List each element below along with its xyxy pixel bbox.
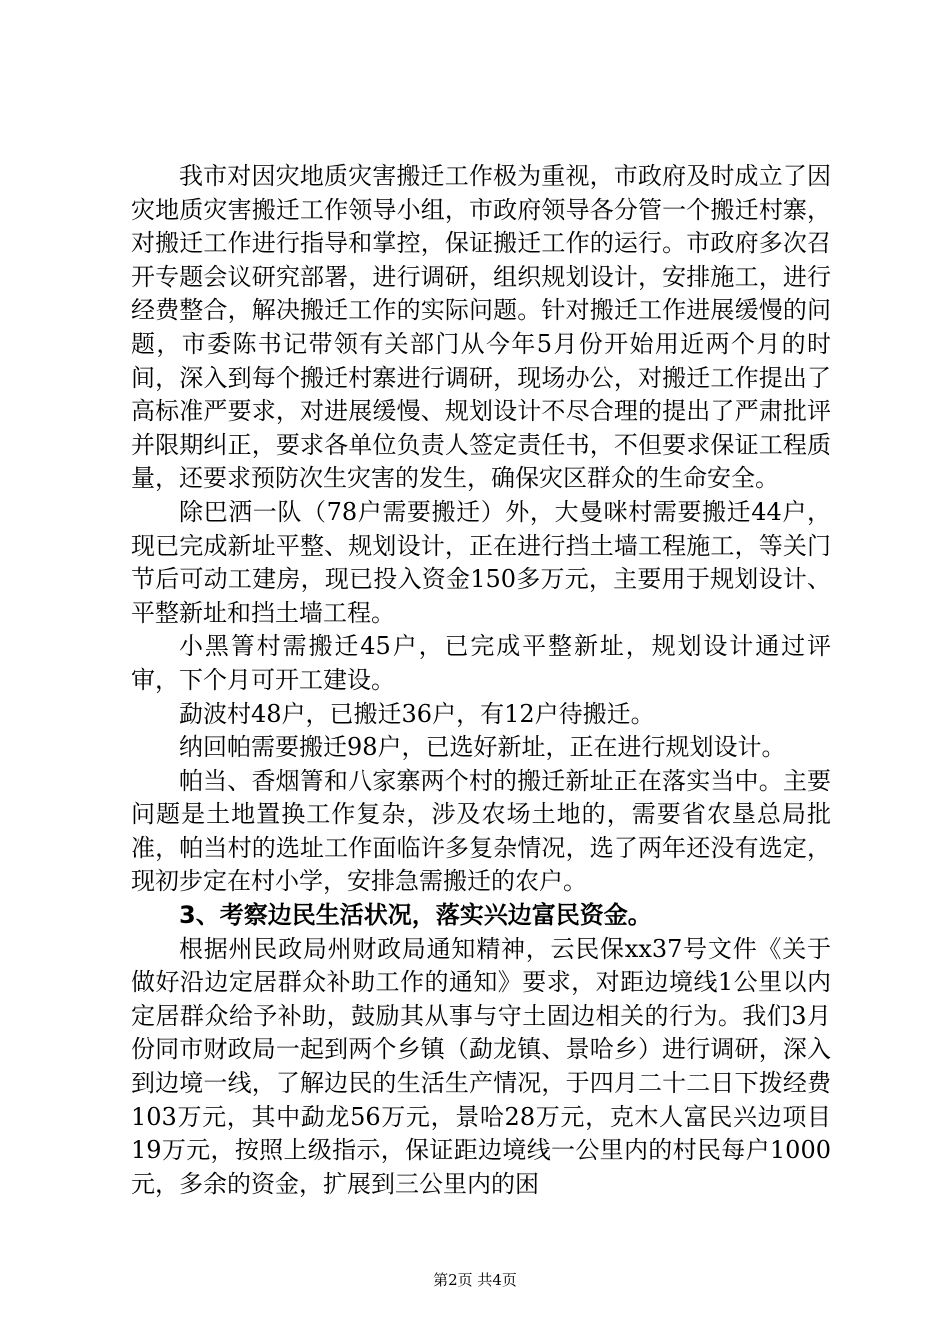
section-heading-border-residents: 3、考察边民生活状况，落实兴边富民资金。 bbox=[179, 901, 652, 930]
document-body bbox=[131, 160, 831, 1201]
paragraph-xiaoheiqing-village: 小黑箐村需搬迁45户，已完成平整新址，规划设计通过评审，下个月可开工建设。 bbox=[131, 632, 831, 694]
paragraph-border-subsidy: 根据州民政局州财政局通知精神，云民保xx37号文件《关于做好沿边定居群众补助工作的通知》要求，对距边境线1公里以内定居群众给予补助，鼓励其从事与守土固边相关的行为。我们3月份同市财政局一起到两个乡镇（勐龙镇、景哈乡）进行调研，深入到边境一线，了解边民的生活生产情况，于四月二十二日下拨经费103万元，其中勐龙56万元，景哈28万元，克木人富民兴边项目19万元，按照上级指示，保证距边境线一公里内的村民每户1000元，多余的资金，扩展到三公里内的困 bbox=[131, 934, 831, 1198]
paragraph-nahuipa-village: 纳回帕需要搬迁98户，已选好新址，正在进行规划设计。 bbox=[179, 733, 786, 762]
paragraph-mengbo-village: 勐波村48户，已搬迁36户，有12户待搬迁。 bbox=[179, 699, 655, 728]
paragraph-damanmi-village: 除巴洒一队（78户需要搬迁）外，大曼咪村需要搬迁44户，现已完成新址平整、规划设计，正在进行挡土墙工程施工，等关门节后可动工建房，现已投入资金150多万元，主要用于规划设计、平整新址和挡土墙工程。 bbox=[131, 497, 831, 627]
paragraph-relocation-overview: 我市对因灾地质灾害搬迁工作极为重视，市政府及时成立了因灾地质灾害搬迁工作领导小组，市政府领导各分管一个搬迁村寨，对搬迁工作进行指导和掌控，保证搬迁工作的运行。市政府多次召开专题会议研究部署，进行调研，组织规划设计，安排施工，进行经费整合，解决搬迁工作的实际问题。针对搬迁工作进展缓慢的问题，市委陈书记带领有关部门从今年5月份开始用近两个月的时间，深入到每个搬迁村寨进行调研，现场办公，对搬迁工作提出了高标准严要求，对进展缓慢、规划设计不尽合理的提出了严肃批评并限期纠正，要求各单位负责人签定责任书，不但要求保证工程质量，还要求预防次生灾害的发生，确保灾区群众的生命安全。 bbox=[131, 162, 831, 493]
paragraph-padang-problems: 帕当、香烟箐和八家寨两个村的搬迁新址正在落实当中。主要问题是土地置换工作复杂，涉及农场土地的，需要省农垦总局批准，帕当村的选址工作面临许多复杂情况，选了两年还没有选定，现初步定在村小学，安排急需搬迁的农户。 bbox=[131, 766, 831, 896]
page-footer: 第2页 共4页 bbox=[433, 1271, 517, 1289]
